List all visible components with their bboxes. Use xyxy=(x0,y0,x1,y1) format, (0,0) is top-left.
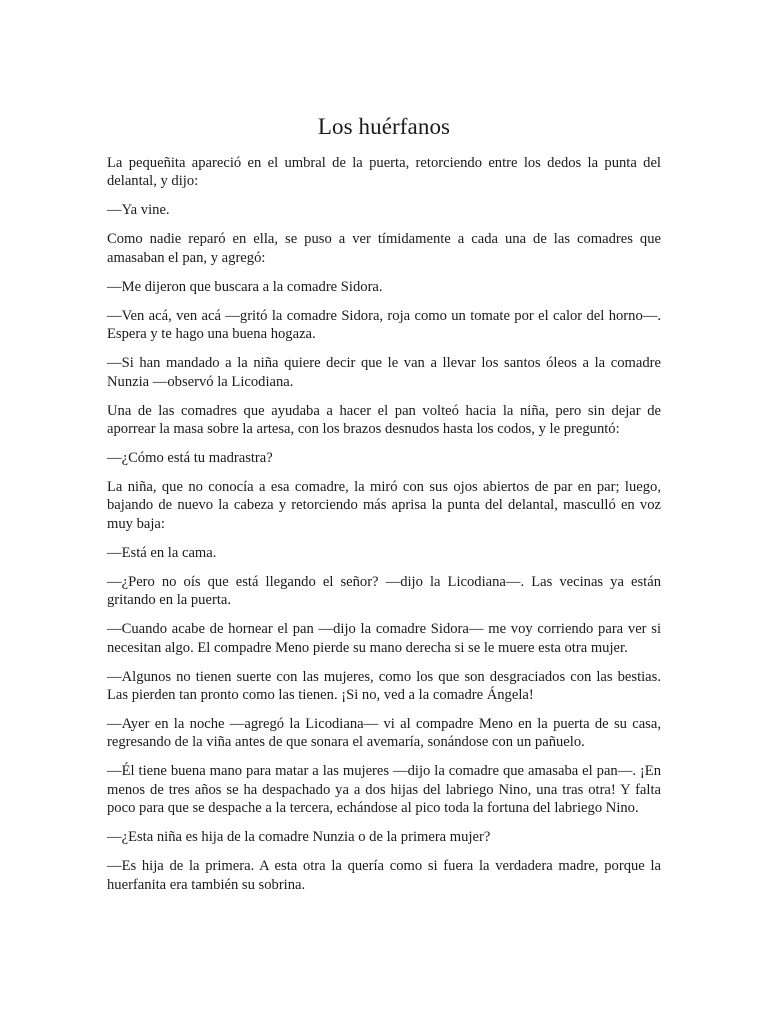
paragraph-10: —Está en la cama. xyxy=(107,544,217,561)
paragraph-16: —¿Esta niña es hija de la comadre Nunzia o de la primera mujer? xyxy=(107,829,491,846)
paragraph-3: Como nadie reparó en ella, se puso a ver tímidamente a cada una de las comadres que amasaban el pan, y agregó: xyxy=(107,231,661,266)
paragraph-11: —¿Pero no oís que está llegando el señor? —dijo la Licodiana—. Las vecinas ya están gritando en la puerta. xyxy=(107,573,661,609)
paragraph-14: —Ayer en la noche —agregó la Licodiana— vi al compadre Meno en la puerta de su casa, regresando de la viña antes de que sonara el avemaría, sonándose con un pañuelo. xyxy=(107,716,661,751)
paragraph-4: —Me dijeron que buscara a la comadre Sidora. xyxy=(107,278,383,295)
document-page xyxy=(107,112,661,905)
paragraph-2: —Ya vine. xyxy=(107,202,170,219)
paragraph-7: Una de las comadres que ayudaba a hacer el pan volteó hacia la niña, pero sin dejar de aporrear la masa sobre la artesa, con los brazos desnudos hasta los codos, y le preguntó: xyxy=(107,402,661,438)
paragraph-12: —Cuando acabe de hornear el pan —dijo la comadre Sidora— me voy corriendo para ver si necesitan algo. El compadre Meno pierde su mano derecha si se le muere esta otra mujer. xyxy=(107,621,661,656)
paragraph-5: —Ven acá, ven acá —gritó la comadre Sidora, roja como un tomate por el calor del horno—. Espera y te hago una buena hogaza. xyxy=(107,307,661,343)
paragraph-17: —Es hija de la primera. A esta otra la quería como si fuera la verdadera madre, porque la huerfanita era también su sobrina. xyxy=(107,858,661,893)
paragraph-13: —Algunos no tienen suerte con las mujeres, como los que son desgraciados con las bestias. Las pierden tan pronto como las tienen. ¡Si no, ved a la comadre Ángela! xyxy=(107,668,661,704)
document-title: Los huérfanos xyxy=(317,114,451,139)
paragraph-15: —Él tiene buena mano para matar a las mujeres —dijo la comadre que amasaba el pan—. ¡En menos de tres años se ha despachado ya a dos hijas del labriego Nino, una tras otra! Y falta poco para que se despache a la tercera, echándose al pico toda la fortuna del labriego Nino. xyxy=(107,763,661,817)
paragraph-6: —Si han mandado a la niña quiere decir que le van a llevar los santos óleos a la comadre Nunzia —observó la Licodiana. xyxy=(107,355,661,390)
paragraph-8: —¿Cómo está tu madrastra? xyxy=(107,450,273,467)
paragraph-1: La pequeñita apareció en el umbral de la puerta, retorciendo entre los dedos la punta del delantal, y dijo: xyxy=(107,155,661,190)
paragraph-9: La niña, que no conocía a esa comadre, la miró con sus ojos abiertos de par en par; luego, bajando de nuevo la cabeza y retorciendo más aprisa la punta del delantal, masculló en voz muy baja: xyxy=(107,479,661,532)
